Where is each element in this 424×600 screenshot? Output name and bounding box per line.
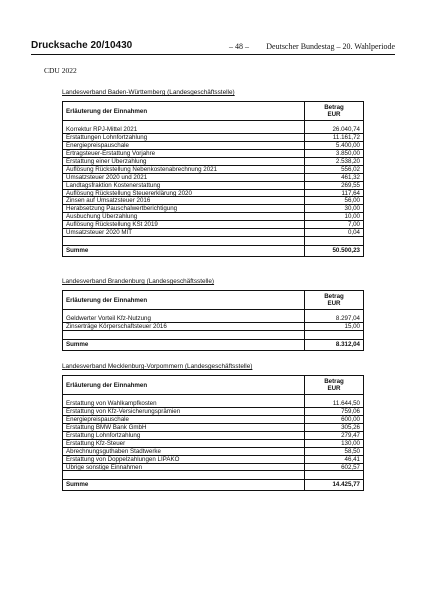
sum-value: 14.425,77 bbox=[332, 481, 360, 489]
row-description: Herabsetzung Pauschalwertberichtigung bbox=[63, 205, 305, 213]
row-amount: 305,26 bbox=[305, 424, 363, 432]
row-amount: 10,00 bbox=[305, 213, 363, 221]
row-amount: 26.040,74 bbox=[305, 126, 363, 134]
page-header bbox=[31, 40, 395, 55]
row-description: Geldwerter Vorteil Kfz-Nutzung bbox=[63, 315, 305, 323]
row-description: Erstattung von Doppelzahlungen LIPAKO bbox=[63, 456, 305, 464]
row-description: Erstattung BMW Bank GmbH bbox=[63, 424, 305, 432]
table-header bbox=[63, 291, 363, 310]
section-title: Landesverband Baden-Württemberg (Landesgeschäftsstelle) bbox=[62, 89, 235, 96]
table-body bbox=[63, 400, 363, 471]
column-header-amount bbox=[305, 376, 363, 394]
sum-value: 8.312,04 bbox=[335, 340, 360, 348]
row-amount: 11.644,50 bbox=[305, 400, 363, 408]
row-description: Auflösung Rückstellung KSt 2019 bbox=[63, 221, 305, 229]
row-description: Energiepreispauschale bbox=[63, 142, 305, 150]
column-header-amount bbox=[305, 102, 363, 120]
table-row bbox=[63, 424, 363, 432]
column-header-amount bbox=[305, 291, 363, 309]
row-amount: 15,00 bbox=[305, 323, 363, 331]
sum-label: Summe bbox=[63, 246, 305, 256]
table-body bbox=[63, 126, 363, 237]
row-amount: 56,00 bbox=[305, 197, 363, 205]
row-amount: 279,47 bbox=[305, 432, 363, 440]
party-year: CDU 2022 bbox=[44, 66, 77, 75]
row-amount: 5.400,00 bbox=[305, 142, 363, 150]
table-header bbox=[63, 376, 363, 395]
table-row bbox=[63, 464, 363, 472]
column-header-description: Erläuterung der Einnahmen bbox=[63, 102, 305, 120]
sum-row bbox=[63, 245, 363, 256]
table-row bbox=[63, 166, 363, 174]
row-amount: 0,04 bbox=[305, 229, 363, 237]
table-body bbox=[63, 315, 363, 331]
amount-label: Betrag bbox=[324, 104, 344, 111]
table-row bbox=[63, 315, 363, 323]
row-amount: 8.297,04 bbox=[305, 315, 363, 323]
table-row bbox=[63, 205, 363, 213]
column-header-description: Erläuterung der Einnahmen bbox=[63, 291, 305, 309]
row-amount: 11.161,72 bbox=[305, 134, 363, 142]
row-description: Erstattung von Wahlkampfkosten bbox=[63, 400, 305, 408]
sum-row bbox=[63, 479, 363, 490]
row-amount: 117,64 bbox=[305, 190, 363, 198]
table-row bbox=[63, 432, 363, 440]
sum-value: 50.500,23 bbox=[332, 247, 360, 255]
amount-label: Betrag bbox=[324, 293, 344, 300]
parliament-label: Deutscher Bundestag – 20. Wahlperiode bbox=[266, 42, 395, 51]
row-amount: 556,02 bbox=[305, 166, 363, 174]
table-row bbox=[63, 400, 363, 408]
row-description: Übrige sonstige Einnahmen bbox=[63, 464, 305, 472]
row-amount: 602,57 bbox=[305, 464, 363, 472]
page-number: – 48 – bbox=[229, 42, 249, 51]
table-row bbox=[63, 229, 363, 237]
table-row bbox=[63, 408, 363, 416]
table-row bbox=[63, 440, 363, 448]
row-amount: 269,55 bbox=[305, 182, 363, 190]
row-amount: 600,00 bbox=[305, 416, 363, 424]
row-amount: 2.538,20 bbox=[305, 158, 363, 166]
income-table bbox=[62, 101, 364, 257]
table-row bbox=[63, 197, 363, 205]
row-description: Umsatzsteuer 2020 MIT bbox=[63, 229, 305, 237]
table-row bbox=[63, 213, 363, 221]
currency-label: EUR bbox=[327, 300, 341, 307]
row-description: Ertragsteuer-Erstattung Vorjahre bbox=[63, 150, 305, 158]
row-description: Auflösung Rückstellung Steuererklärung 2020 bbox=[63, 190, 305, 198]
row-amount: 30,00 bbox=[305, 205, 363, 213]
row-description: Korrektur RPJ-Mittel 2021 bbox=[63, 126, 305, 134]
row-description: Umsatzsteuer 2020 und 2021 bbox=[63, 174, 305, 182]
sum-label: Summe bbox=[63, 340, 305, 350]
row-description: Erstattung einer Überzahlung bbox=[63, 158, 305, 166]
table-row bbox=[63, 221, 363, 229]
row-description: Ausbuchung Überzahlung bbox=[63, 213, 305, 221]
table-row bbox=[63, 448, 363, 456]
currency-label: EUR bbox=[327, 385, 341, 392]
currency-label: EUR bbox=[327, 111, 341, 118]
row-description: Erstattung Kfz-Steuer bbox=[63, 440, 305, 448]
row-amount: 461,32 bbox=[305, 174, 363, 182]
income-table bbox=[62, 290, 364, 351]
row-amount: 3.850,00 bbox=[305, 150, 363, 158]
section-title: Landesverband Brandenburg (Landesgeschäftsstelle) bbox=[62, 278, 215, 285]
row-amount: 58,50 bbox=[305, 448, 363, 456]
table-header bbox=[63, 102, 363, 121]
row-description: Landtagsfraktion Kostenerstattung bbox=[63, 182, 305, 190]
table-row bbox=[63, 456, 363, 464]
row-description: Zinsen auf Umsatzsteuer 2016 bbox=[63, 197, 305, 205]
table-row bbox=[63, 150, 363, 158]
table-row bbox=[63, 142, 363, 150]
table-row bbox=[63, 416, 363, 424]
table-row bbox=[63, 126, 363, 134]
sum-row bbox=[63, 339, 363, 350]
section-title: Landesverband Mecklenburg-Vorpommern (Landesgeschäftsstelle) bbox=[62, 363, 253, 370]
table-row bbox=[63, 182, 363, 190]
table-row bbox=[63, 174, 363, 182]
row-description: Zinserträge Körperschaftsteuer 2016 bbox=[63, 323, 305, 331]
row-amount: 759,06 bbox=[305, 408, 363, 416]
table-row bbox=[63, 190, 363, 198]
row-description: Energiepreispauschale bbox=[63, 416, 305, 424]
row-description: Auflösung Rückstellung Nebenkostenabrechnung 2021 bbox=[63, 166, 305, 174]
table-row bbox=[63, 134, 363, 142]
row-amount: 7,00 bbox=[305, 221, 363, 229]
column-header-description: Erläuterung der Einnahmen bbox=[63, 376, 305, 394]
row-description: Abrechnungsguthaben Stadtwerke bbox=[63, 448, 305, 456]
row-amount: 130,00 bbox=[305, 440, 363, 448]
income-table bbox=[62, 375, 364, 491]
amount-label: Betrag bbox=[324, 378, 344, 385]
sum-label: Summe bbox=[63, 480, 305, 490]
document-number: Drucksache 20/10430 bbox=[31, 40, 133, 51]
row-amount: 46,41 bbox=[305, 456, 363, 464]
table-row bbox=[63, 158, 363, 166]
row-description: Erstattung von Kfz-Versicherungsprämien bbox=[63, 408, 305, 416]
table-row bbox=[63, 323, 363, 331]
row-description: Erstattungen Lohnfortzahlung bbox=[63, 134, 305, 142]
row-description: Erstattung Lohnfortzahlung bbox=[63, 432, 305, 440]
